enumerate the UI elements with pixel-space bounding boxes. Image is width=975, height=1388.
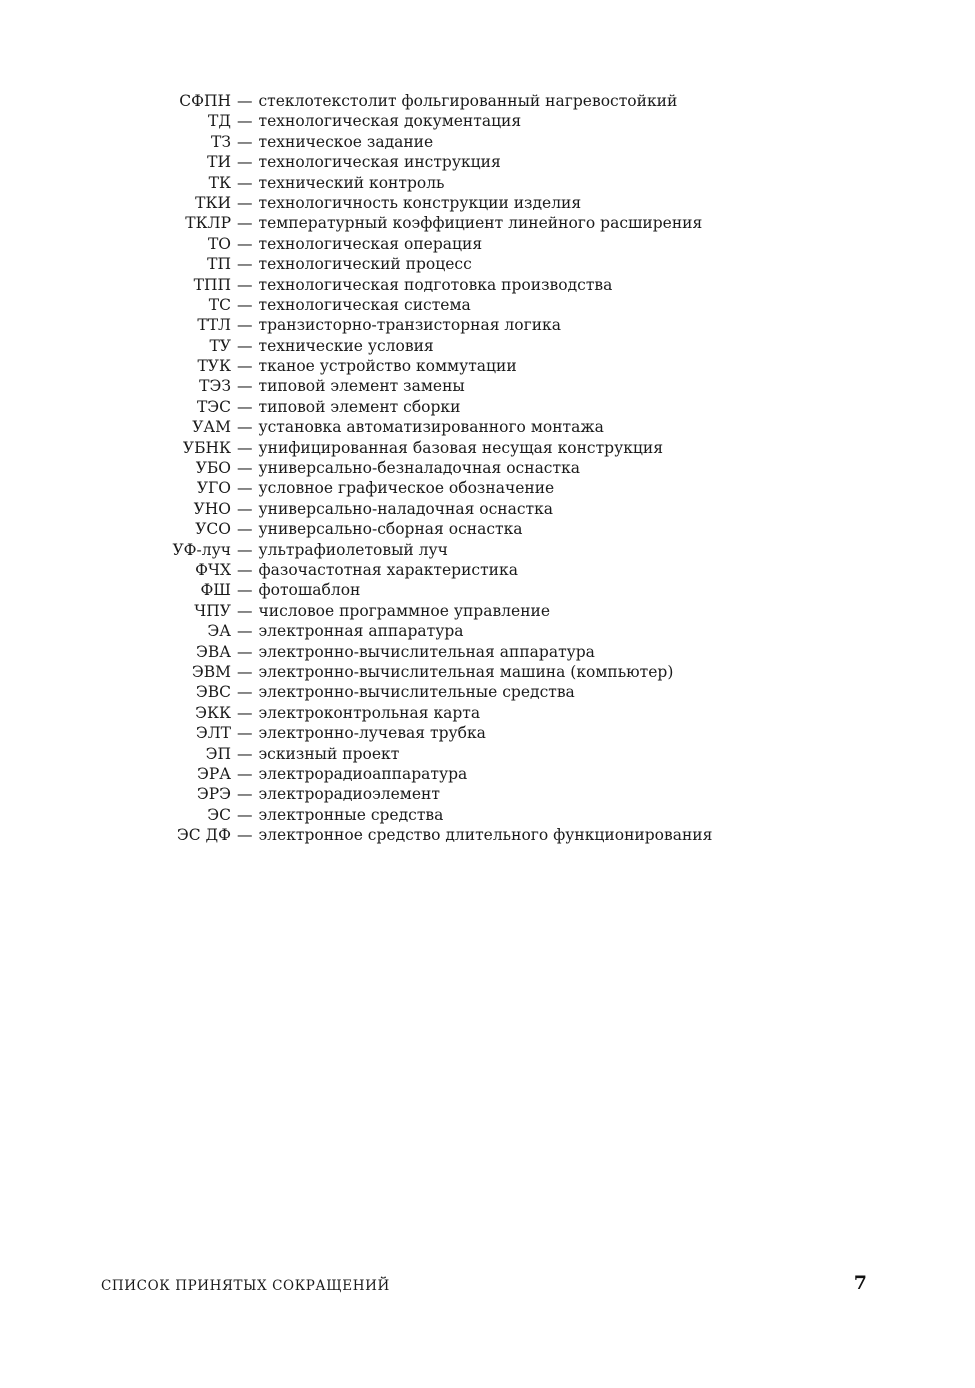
abbreviation-entry: [0, 397, 975, 417]
em-dash-separator: —: [237, 316, 253, 335]
em-dash-separator: —: [237, 703, 253, 722]
abbreviation-entry: [0, 764, 975, 784]
abbreviation-entry: [0, 193, 975, 213]
abbreviation-definition: типовой элемент сборки: [258, 397, 461, 416]
abbreviation-term: ЭВМ: [191, 662, 231, 681]
em-dash-separator: —: [237, 744, 253, 763]
abbreviation-definition: условное графическое обозначение: [258, 479, 555, 498]
abbreviation-term: УГО: [196, 479, 231, 498]
abbreviation-entry: [0, 621, 975, 641]
abbreviation-entry: [0, 91, 975, 111]
abbreviation-term: ФШ: [200, 581, 231, 600]
abbreviation-definition: электрорадиоаппаратура: [258, 764, 468, 783]
abbreviation-definition: стеклотекстолит фольгированный нагревостойкий: [258, 92, 678, 110]
abbreviation-term: ТС: [208, 295, 231, 314]
abbreviation-entry: [0, 234, 975, 254]
abbreviation-entry: [0, 458, 975, 478]
abbreviation-entry: [0, 438, 975, 458]
abbreviation-term: УАМ: [192, 418, 231, 437]
abbreviation-definition: технологическая документация: [258, 112, 522, 131]
abbreviation-definition: эскизный проект: [258, 744, 400, 763]
abbreviation-definition: технологический процесс: [258, 255, 472, 274]
abbreviation-definition: электронная аппаратура: [258, 622, 464, 641]
abbreviation-term: ТЭЗ: [199, 377, 231, 396]
em-dash-separator: —: [237, 377, 253, 396]
abbreviation-definition: электронно-вычислительные средства: [258, 683, 575, 702]
em-dash-separator: —: [237, 724, 253, 743]
abbreviation-entry: [0, 499, 975, 519]
page-number: 7: [853, 1272, 867, 1294]
abbreviation-entry: [0, 662, 975, 682]
abbreviation-definition: типовой элемент замены: [258, 377, 465, 396]
running-footer-title: СПИСОК ПРИНЯТЫХ СОКРАЩЕНИЙ: [101, 1278, 390, 1294]
abbreviation-term: ТКЛР: [185, 214, 231, 233]
abbreviation-entry: [0, 825, 975, 845]
abbreviation-entry: [0, 642, 975, 662]
abbreviation-definition: транзисторно-транзисторная логика: [258, 316, 561, 335]
abbreviation-entry: [0, 560, 975, 580]
em-dash-separator: —: [237, 785, 253, 804]
abbreviation-definition: универсально-безналадочная оснастка: [258, 459, 580, 478]
abbreviation-definition: технический контроль: [258, 173, 445, 192]
abbreviation-term: ЭС: [207, 805, 231, 824]
abbreviation-term: ЭЛТ: [195, 724, 231, 743]
abbreviation-definition: установка автоматизированного монтажа: [258, 418, 604, 437]
abbreviation-definition: фотошаблон: [258, 581, 361, 600]
em-dash-separator: —: [237, 193, 253, 212]
abbreviation-list: [0, 91, 975, 845]
em-dash-separator: —: [237, 622, 253, 641]
em-dash-separator: —: [237, 255, 253, 274]
abbreviation-definition: технологическая система: [258, 295, 471, 314]
abbreviation-term: ТК: [208, 173, 231, 192]
abbreviation-definition: температурный коэффициент линейного расширения: [258, 214, 703, 233]
abbreviation-term: ЭКК: [195, 703, 231, 722]
abbreviation-entry: [0, 519, 975, 539]
em-dash-separator: —: [237, 397, 253, 416]
abbreviation-term: ЭП: [205, 744, 231, 763]
abbreviation-entry: [0, 213, 975, 233]
abbreviation-definition: электронно-вычислительная машина (компьютер): [258, 662, 674, 681]
em-dash-separator: —: [237, 336, 253, 355]
abbreviation-definition: фазочастотная характеристика: [258, 560, 518, 579]
abbreviation-term: ТО: [207, 234, 231, 253]
abbreviation-term: ТД: [208, 112, 231, 131]
abbreviation-term: ТИ: [207, 153, 231, 172]
abbreviation-term: УБНК: [182, 438, 231, 457]
abbreviation-entry: [0, 336, 975, 356]
em-dash-separator: —: [237, 173, 253, 192]
em-dash-separator: —: [237, 581, 253, 600]
em-dash-separator: —: [237, 642, 253, 661]
abbreviation-entry: [0, 315, 975, 335]
em-dash-separator: —: [237, 112, 253, 131]
abbreviation-entry: [0, 417, 975, 437]
abbreviation-term: ФЧХ: [195, 560, 231, 579]
abbreviation-term: ТУ: [209, 336, 231, 355]
abbreviation-entry: [0, 295, 975, 315]
em-dash-separator: —: [237, 499, 253, 518]
abbreviation-term: ТКИ: [195, 193, 231, 212]
abbreviation-definition: ультрафиолетовый луч: [258, 540, 448, 559]
abbreviation-definition: электрорадиоэлемент: [258, 785, 440, 804]
em-dash-separator: —: [237, 662, 253, 681]
abbreviation-term: ТТЛ: [197, 316, 231, 335]
abbreviation-term: ЭС ДФ: [176, 826, 231, 845]
abbreviation-entry: [0, 601, 975, 621]
em-dash-separator: —: [237, 540, 253, 559]
em-dash-separator: —: [237, 826, 253, 845]
abbreviation-definition: технологическая операция: [258, 234, 483, 253]
abbreviation-term: УФ-луч: [172, 540, 231, 559]
em-dash-separator: —: [237, 459, 253, 478]
abbreviation-entry: [0, 703, 975, 723]
abbreviation-term: ЭА: [207, 622, 231, 641]
abbreviation-term: СФПН: [179, 92, 231, 110]
em-dash-separator: —: [237, 479, 253, 498]
abbreviation-term: ТП: [207, 255, 231, 274]
abbreviation-entry: [0, 580, 975, 600]
abbreviation-definition: универсально-сборная оснастка: [258, 520, 523, 539]
abbreviation-term: ЧПУ: [194, 601, 231, 620]
em-dash-separator: —: [237, 357, 253, 376]
abbreviation-entry: [0, 275, 975, 295]
abbreviation-entry: [0, 540, 975, 560]
em-dash-separator: —: [237, 601, 253, 620]
abbreviation-definition: электронно-лучевая трубка: [258, 724, 486, 743]
abbreviation-definition: унифицированная базовая несущая конструкция: [258, 438, 663, 457]
abbreviation-term: ЭВА: [196, 642, 231, 661]
abbreviation-entry: [0, 478, 975, 498]
abbreviation-term: ЭРЭ: [196, 785, 231, 804]
em-dash-separator: —: [237, 560, 253, 579]
em-dash-separator: —: [237, 520, 253, 539]
em-dash-separator: —: [237, 805, 253, 824]
abbreviation-definition: тканое устройство коммутации: [258, 357, 517, 376]
abbreviation-entry: [0, 152, 975, 172]
em-dash-separator: —: [237, 295, 253, 314]
abbreviation-term: ТЗ: [211, 132, 231, 151]
abbreviation-definition: техническое задание: [258, 132, 434, 151]
em-dash-separator: —: [237, 764, 253, 783]
abbreviation-entry: [0, 356, 975, 376]
abbreviation-term: ЭВС: [195, 683, 231, 702]
abbreviation-entry: [0, 254, 975, 274]
abbreviation-definition: технические условия: [258, 336, 434, 355]
abbreviation-definition: технологическая инструкция: [258, 153, 501, 172]
abbreviation-definition: электронное средство длительного функционирования: [258, 826, 713, 845]
em-dash-separator: —: [237, 418, 253, 437]
em-dash-separator: —: [237, 275, 253, 294]
abbreviation-entry: [0, 723, 975, 743]
abbreviation-term: УНО: [193, 499, 231, 518]
em-dash-separator: —: [237, 153, 253, 172]
abbreviation-definition: универсально-наладочная оснастка: [258, 499, 554, 518]
abbreviation-entry: [0, 682, 975, 702]
abbreviation-term: ТУК: [197, 357, 231, 376]
abbreviation-definition: технологическая подготовка производства: [258, 275, 613, 294]
abbreviation-term: УСО: [195, 520, 231, 539]
em-dash-separator: —: [237, 438, 253, 457]
abbreviation-entry: [0, 376, 975, 396]
abbreviation-definition: технологичность конструкции изделия: [258, 193, 582, 212]
abbreviation-term: ЭРА: [196, 764, 231, 783]
abbreviation-entry: [0, 744, 975, 764]
em-dash-separator: —: [237, 92, 253, 110]
abbreviation-entry: [0, 784, 975, 804]
abbreviation-entry: [0, 805, 975, 825]
abbreviation-definition: электроконтрольная карта: [258, 703, 481, 722]
abbreviation-term: ТПП: [193, 275, 231, 294]
em-dash-separator: —: [237, 683, 253, 702]
abbreviation-definition: электронные средства: [258, 805, 444, 824]
abbreviation-term: ТЭС: [196, 397, 231, 416]
abbreviation-definition: электронно-вычислительная аппаратура: [258, 642, 595, 661]
abbreviation-term: УБО: [195, 459, 231, 478]
em-dash-separator: —: [237, 214, 253, 233]
abbreviation-definition: числовое программное управление: [258, 601, 551, 620]
abbreviation-entry: [0, 132, 975, 152]
em-dash-separator: —: [237, 234, 253, 253]
abbreviation-entry: [0, 173, 975, 193]
abbreviation-entry: [0, 111, 975, 131]
em-dash-separator: —: [237, 132, 253, 151]
